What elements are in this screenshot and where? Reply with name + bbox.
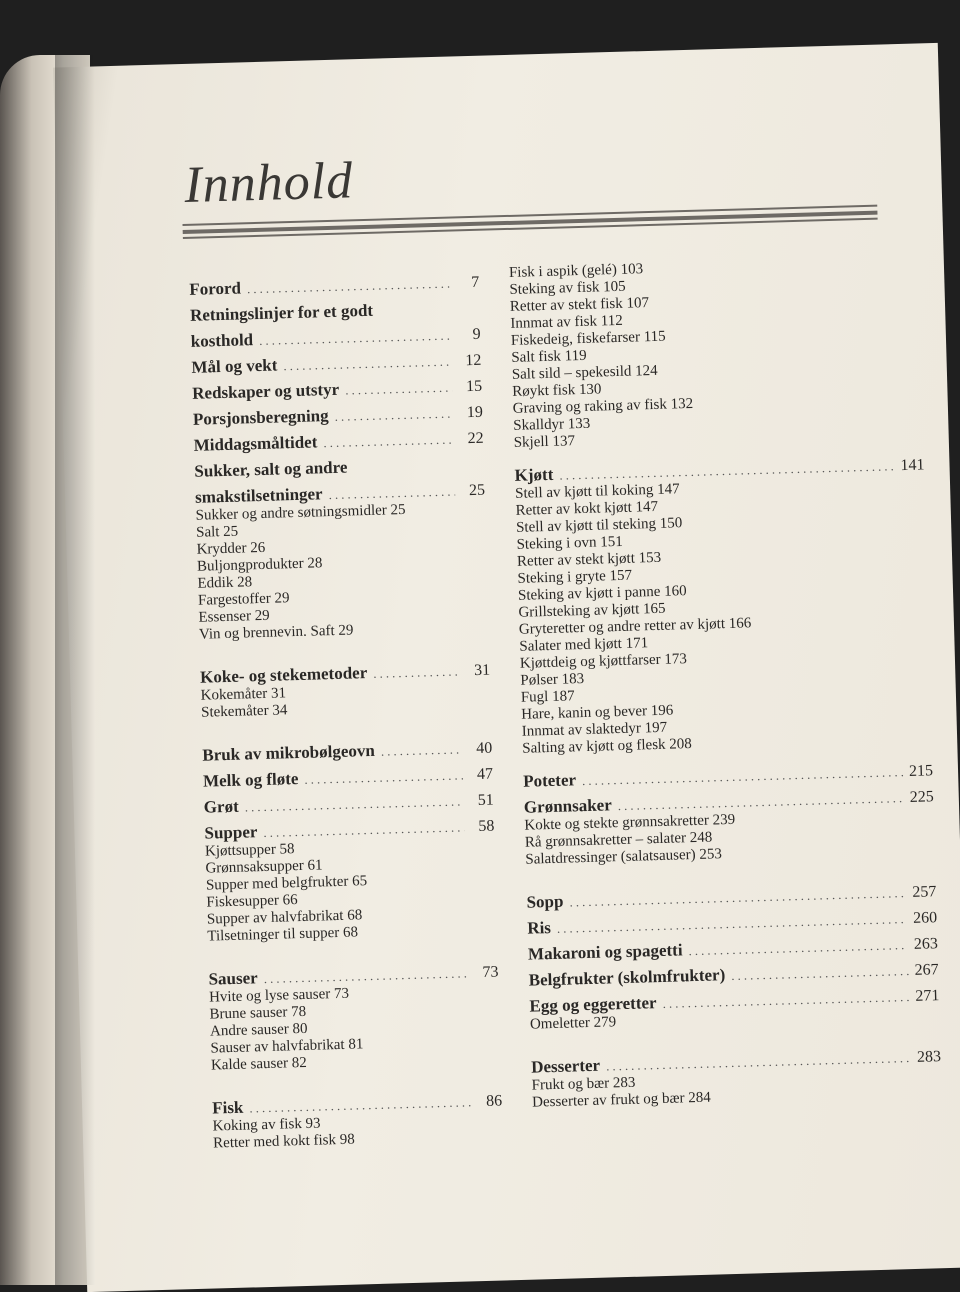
toc-entry-text: Desserter av frukt og bær 284 xyxy=(531,1089,712,1111)
toc-chapter xyxy=(189,272,479,300)
toc-entry-text: Mål og vekt xyxy=(191,355,278,377)
toc-column-left xyxy=(189,266,503,1153)
toc-entry-text: Grillsteking av kjøtt 165 xyxy=(518,600,666,621)
toc-entry-text: Poteter xyxy=(522,770,577,791)
toc-entry-text: Koke- og stekemetoder xyxy=(199,663,368,687)
page-title: Innhold xyxy=(183,152,354,214)
toc-entry-text: Omeletter 279 xyxy=(529,1014,617,1033)
toc-page-number: 271 xyxy=(915,987,940,1005)
leader-dots xyxy=(731,963,909,984)
toc-entry-text: Kokte og stekte grønnsakretter 239 xyxy=(524,811,736,834)
toc-entry-text: Stell av kjøtt til koking 147 xyxy=(514,481,680,502)
toc-entry-text: Frukt og bær 283 xyxy=(531,1074,636,1094)
toc-page-number: 260 xyxy=(912,909,938,927)
toc-entry-text: Salting av kjøtt og flesk 208 xyxy=(522,736,693,757)
toc-entry-text: Fiskesupper 66 xyxy=(206,892,298,911)
toc-chapter xyxy=(193,402,483,430)
toc-entry-text: Koking av fisk 93 xyxy=(212,1115,321,1135)
toc-entry-text: Steking av fisk 105 xyxy=(509,278,626,298)
toc-entry-text: Supper xyxy=(204,822,258,843)
toc-entry-text: Fugl 187 xyxy=(520,688,575,706)
leader-dots xyxy=(323,432,454,452)
leader-dots xyxy=(569,885,906,910)
toc-entry-text: Melk og fløte xyxy=(202,769,299,791)
toc-page-number: 9 xyxy=(472,325,481,343)
toc-entry-text: Sukker, salt og andre xyxy=(194,457,348,481)
toc-page-number: 7 xyxy=(470,273,480,291)
leader-dots xyxy=(283,354,451,375)
toc-entry-text: Sukker og andre søtningsmidler 25 xyxy=(195,501,406,524)
toc-chapter xyxy=(192,376,482,404)
toc-chapter xyxy=(190,298,480,326)
toc-entry-text: Gryteretter og andre retter av kjøtt 166 xyxy=(518,615,752,638)
toc-entry-text: Makaroni og spagetti xyxy=(527,940,683,964)
toc-chapter xyxy=(194,454,484,482)
toc-entry-text: Essenser 29 xyxy=(198,607,270,626)
toc-page-number: 19 xyxy=(466,403,484,422)
toc-entry-text: Steking av kjøtt i panne 160 xyxy=(517,583,687,604)
toc-entry-text: Retter med kokt fisk 98 xyxy=(212,1131,355,1152)
toc-entry-text: Kokemåter 31 xyxy=(200,685,287,704)
toc-entry-text: Tilsetninger til supper 68 xyxy=(207,924,359,945)
toc-entry-text: Retter av stekt fisk 107 xyxy=(509,295,650,315)
toc-entry-text: Rå grønnsakretter – salater 248 xyxy=(524,829,713,851)
toc-entry-text: Steking i ovn 151 xyxy=(516,533,624,553)
toc-entry-text: Salatdressinger (salatsauser) 253 xyxy=(525,846,723,868)
toc-entry-text: Redskaper og utstyr xyxy=(191,379,340,403)
toc-chapter xyxy=(204,790,494,818)
toc-entry-text: Middagsmåltidet xyxy=(193,432,318,455)
toc-entry-text: Hvite og lyse sauser 73 xyxy=(208,985,350,1006)
leader-dots xyxy=(381,741,463,759)
toc-page-number: 73 xyxy=(482,963,499,981)
toc-entry-text: Stell av kjøtt til steking 150 xyxy=(515,515,683,536)
toc-page-number: 225 xyxy=(909,788,935,806)
toc-page-number: 215 xyxy=(908,762,934,780)
toc-page-number: 40 xyxy=(476,739,493,758)
toc-entry-text: Fisk i aspik (gelé) 103 xyxy=(508,261,644,281)
toc-page-number: 22 xyxy=(467,429,484,448)
toc-entry-text: Ris xyxy=(527,918,552,938)
toc-entry-text: Retter av kokt kjøtt 147 xyxy=(515,498,659,519)
toc-entry-text: Fisk xyxy=(211,1097,244,1118)
toc-entry-text: Retter av stekt kjøtt 153 xyxy=(516,549,662,570)
toc-entry-text: Graving og raking av fisk 132 xyxy=(512,395,694,417)
book-page xyxy=(53,43,960,1292)
toc-entry-text: Porsjonsberegning xyxy=(192,406,329,429)
toc-entry-text: kosthold xyxy=(190,330,254,351)
toc-entry-text: Sauser xyxy=(208,968,258,989)
toc-entry-text: Grønnsaker xyxy=(523,795,612,817)
toc-page-number: 86 xyxy=(485,1092,503,1110)
toc-page-number: 25 xyxy=(468,481,486,500)
toc-entry-text: Kalde sauser 82 xyxy=(210,1054,307,1074)
toc-entry-text: Røykt fisk 130 xyxy=(512,381,602,400)
leader-dots xyxy=(345,380,452,399)
toc-entry-text: Buljongprodukter 28 xyxy=(196,555,323,575)
leader-dots xyxy=(582,764,903,789)
leader-dots xyxy=(247,276,450,298)
leader-dots xyxy=(334,406,453,425)
toc-entry-text: Eddik 28 xyxy=(197,574,253,592)
toc-entry-text: Salt fisk 119 xyxy=(511,347,587,366)
toc-entry-text: Steking i gryte 157 xyxy=(517,567,633,587)
toc-entry-text: Innmat av fisk 112 xyxy=(510,312,623,332)
leader-dots xyxy=(373,663,460,681)
toc-entry-text: Supper med belgfrukter 65 xyxy=(205,873,368,894)
leader-dots xyxy=(245,793,464,815)
toc-page-number: 267 xyxy=(914,961,939,979)
toc-entry-text: Supper av halvfabrikat 68 xyxy=(206,907,363,928)
toc-entry-text: Salt 25 xyxy=(195,523,239,541)
toc-entry-text: Fiskedeig, fiskefarser 115 xyxy=(510,328,666,349)
toc-chapter xyxy=(191,350,481,378)
toc-entry-text: Grøt xyxy=(203,796,239,817)
toc-entry-text: Hare, kanin og bever 196 xyxy=(521,702,674,723)
toc-column-right xyxy=(509,253,942,1111)
toc-entry-text: Pølser 183 xyxy=(520,671,585,689)
toc-chapter xyxy=(193,428,483,456)
gutter-shadow xyxy=(55,55,95,1285)
toc-entry-text: Stekemåter 34 xyxy=(200,702,288,721)
toc-chapter xyxy=(202,738,492,766)
toc-page-number: 51 xyxy=(477,791,494,810)
toc-entry-text: Krydder 26 xyxy=(196,539,266,558)
toc-entry-text: Salt sild – spekesild 124 xyxy=(511,362,658,383)
toc-entry-text: Innmat av slaktedyr 197 xyxy=(521,719,668,740)
toc-page-number: 15 xyxy=(465,377,483,396)
toc-entry-text: Fargestoffer 29 xyxy=(197,590,290,609)
toc-page-number: 47 xyxy=(476,765,494,784)
toc-entry-text: Belgfrukter (skolmfrukter) xyxy=(528,965,726,990)
toc-entry-text: Bruk av mikrobølgeovn xyxy=(202,740,376,765)
leader-dots xyxy=(557,911,908,937)
toc-entry-text: Skalldyr 133 xyxy=(513,415,591,434)
toc-chapter xyxy=(191,324,481,352)
toc-entry-text: smakstilsetninger xyxy=(194,484,323,507)
toc-page-number: 283 xyxy=(916,1048,942,1066)
toc-page-number: 31 xyxy=(473,661,491,680)
toc-entry-text: Vin og brennevin. Saft 29 xyxy=(198,622,354,643)
toc-chapter xyxy=(203,764,493,792)
toc-entry-text: Forord xyxy=(189,278,242,299)
toc-page-number: 58 xyxy=(478,817,495,836)
leader-dots xyxy=(304,767,463,787)
toc-entry-text: Salater med kjøtt 171 xyxy=(519,635,649,655)
toc-page-number: 12 xyxy=(465,351,482,370)
toc-entry-text: Brune sauser 78 xyxy=(209,1003,307,1023)
toc-entry-text: Skjell 137 xyxy=(513,433,576,451)
toc-entry-text: Kjøttsupper 58 xyxy=(204,841,295,860)
toc-entry-text: Sauser av halvfabrikat 81 xyxy=(210,1036,364,1057)
toc-entry-text: Desserter xyxy=(530,1055,601,1077)
toc-entry-text: Retningslinjer for et godt xyxy=(189,300,374,325)
toc-entry-text: Egg og eggeretter xyxy=(529,993,657,1016)
toc-page-number: 141 xyxy=(900,456,925,475)
toc-entry-text: Sopp xyxy=(526,891,564,912)
toc-entry-text: Kjøtt xyxy=(514,464,554,485)
toc-entry-text: Grønnsaksupper 61 xyxy=(205,857,323,877)
toc-page-number: 257 xyxy=(912,883,937,901)
leader-dots xyxy=(259,328,451,349)
toc-entry-text: Kjøttdeig og kjøttfarser 173 xyxy=(519,651,688,672)
toc-entry-text: Andre sauser 80 xyxy=(209,1020,308,1040)
toc-page-number: 263 xyxy=(913,935,939,953)
leader-dots xyxy=(688,937,908,959)
